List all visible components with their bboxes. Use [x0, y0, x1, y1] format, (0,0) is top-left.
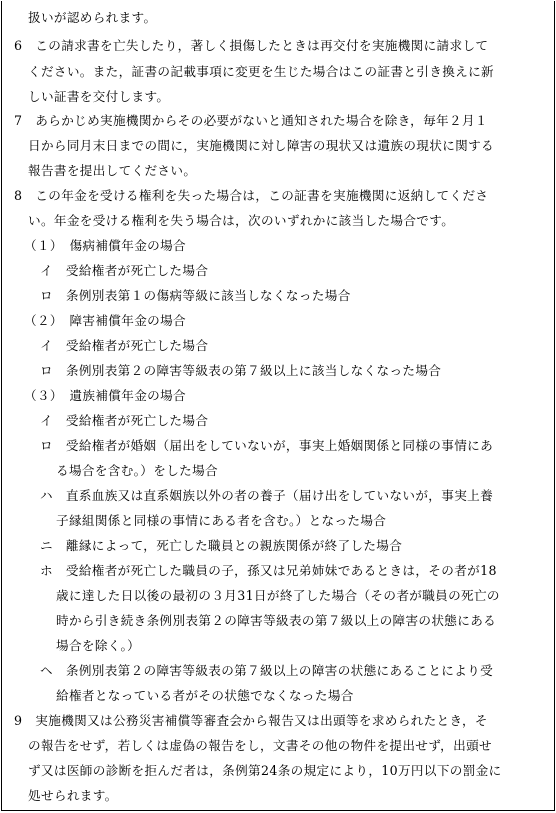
sub-item-continuation: る場合を含む。）をした場合	[56, 463, 218, 478]
sub-item: イ 受給権者が死亡した場合	[40, 263, 209, 278]
sub-item: ハ 直系血族又は直系姻族以外の者の養子（届け出をしていないが，事実上養	[40, 488, 494, 503]
subsection-heading: （１） 傷病補償年金の場合	[24, 238, 186, 253]
item-7-line: 7 あらかじめ実施機関からその必要がないと通知された場合を除き，毎年２月１	[14, 113, 488, 128]
item-9-line: 処せられます。	[28, 788, 118, 803]
item-6-line: しい証書を交付します。	[28, 89, 170, 104]
sub-item: ロ 受給権者が婚姻（届出をしていないが，事実上婚姻関係と同様の事情にあ	[40, 438, 494, 453]
document-body	[1, 1, 555, 811]
sub-item: ロ 条例別表第１の傷病等級に該当しなくなった場合	[40, 288, 351, 303]
item-6-line: 6 この請求書を亡失したり，著しく損傷したときは再交付を実施機関に請求して	[14, 38, 489, 53]
sub-item-continuation: 子縁組関係と同様の事情にある者を含む。）となった場合	[56, 513, 387, 528]
sub-item-continuation: 時から引き続き条例別表第２の障害等級表の第７級以上の障害の状態にある	[56, 613, 497, 628]
sub-item: ホ 受給権者が死亡した職員の子，孫又は兄弟姉妹であるときは，その者が18	[40, 563, 497, 578]
item-8-line: 8 この年金を受ける権利を失った場合は，この証書を実施機関に返納してくださ	[14, 188, 489, 203]
sub-item: ロ 条例別表第２の障害等級表の第７級以上に該当しなくなった場合	[40, 363, 442, 378]
item-9-line: の報告をせず，若しくは虚偽の報告をし，文書その他の物件を提出せず，出頭せ	[28, 738, 492, 753]
item-8-line: い。年金を受ける権利を失う場合は，次のいずれかに該当した場合です。	[28, 213, 455, 228]
sub-item-continuation: 場合を除く。）	[56, 638, 141, 653]
sub-item: ヘ 条例別表第２の障害等級表の第７級以上の障害の状態にあることにより受	[40, 663, 494, 678]
text-line: 扱いが認められます。	[28, 10, 157, 25]
item-9-line: ず又は医師の診断を拒んだ者は，条例第24条の規定により，10万円以下の罰金に	[28, 763, 502, 778]
sub-item-continuation: 歳に達した日以後の最初の３月31日が終了した場合（その者が職員の死亡の	[56, 588, 500, 603]
sub-item: イ 受給権者が死亡した場合	[40, 413, 209, 428]
subsection-heading: （２） 障害補償年金の場合	[24, 313, 186, 328]
sub-item: ニ 離縁によって，死亡した職員との親族関係が終了した場合	[40, 538, 403, 553]
item-7-line: 日から同月末日までの間に，実施機関に対し障害の現状又は遺族の現状に関する	[28, 138, 494, 153]
subsection-heading: （３） 遺族補償年金の場合	[24, 388, 186, 403]
sub-item-continuation: 給権者となっている者がその状態でなくなった場合	[56, 688, 354, 703]
sub-item: イ 受給権者が死亡した場合	[40, 338, 209, 353]
item-6-line: ください。また，証書の記載事項に変更を生じた場合はこの証書と引き換えに新	[28, 64, 494, 79]
item-7-line: 報告書を提出してください。	[28, 163, 197, 178]
item-9-line: 9 実施機関又は公務災害補償等審査会から報告又は出頭等を求められたとき，そ	[14, 713, 488, 728]
